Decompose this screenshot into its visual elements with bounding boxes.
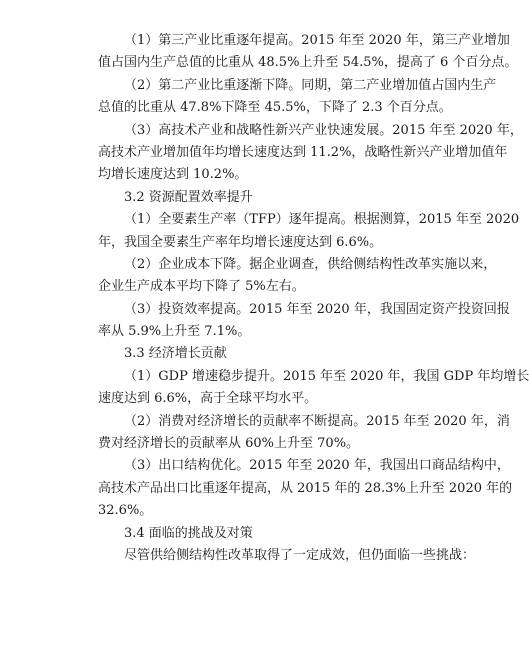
text-line: （2）企业成本下降。据企业调查，供给侧结构性改革实施以来， <box>124 256 497 272</box>
section-heading: 3.2 资源配置效率提升 <box>124 189 253 205</box>
text-line: 率从 5.9%上升至 7.1%。 <box>98 324 251 340</box>
text-line: 32.6%。 <box>98 503 153 519</box>
text-line: （1）第三产业比重逐年提高。2015 年至 2020 年，第三产业增加 <box>124 33 510 48</box>
text-line: 均增长速度达到 10.2%。 <box>98 167 248 183</box>
text-line: （2）消费对经济增长的贡献率不断提高。2015 年至 2020 年，消 <box>124 413 510 429</box>
text-line: 年，我国全要素生产率年均增长速度达到 6.6%。 <box>98 234 383 250</box>
section-heading: 3.3 经济增长贡献 <box>124 346 227 362</box>
text-line: （2）第二产业比重逐渐下降。同期，第二产业增加值占国内生产 <box>124 77 497 93</box>
text-line: （3）高技术产业和战略性新兴产业快速发展。2015 年至 2020 年， <box>124 122 523 138</box>
text-line: 速度达到 6.6%，高于全球平均水平。 <box>98 391 318 407</box>
text-line: 企业生产成本平均下降了 5%左右。 <box>98 279 305 295</box>
text-line: （3）出口结构优化。2015 年至 2020 年，我国出口商品结构中， <box>124 458 510 474</box>
text-line: （1）GDP 增速稳步提升。2015 年至 2020 年，我国 GDP 年均增长 <box>124 368 529 384</box>
text-line: 费对经济增长的贡献率从 60%上升至 70%。 <box>98 436 360 452</box>
section-heading: 3.4 面临的挑战及对策 <box>124 525 253 541</box>
text-line: 值占国内生产总值的比重从 48.5%上升至 54.5%，提高了 6 个百分点。 <box>98 55 518 71</box>
text-line: 高技术产品出口比重逐年提高，从 2015 年的 28.3%上升至 2020 年的 <box>98 480 513 496</box>
text-line: 总值的比重从 47.8%下降至 45.5%，下降了 2.3 个百分点。 <box>98 100 452 116</box>
text-line: 尽管供给侧结构性改革取得了一定成效，但仍面临一些挑战： <box>124 547 476 563</box>
text-line: 高技术产业增加值年均增长速度达到 11.2%，战略性新兴产业增加值年 <box>98 144 508 160</box>
document-body <box>98 30 529 567</box>
text-line: （3）投资效率提高。2015 年至 2020 年，我国固定资产投资回报 <box>124 301 510 317</box>
text-line: （1）全要素生产率（TFP）逐年提高。根据测算，2015 年至 2020 <box>124 212 520 228</box>
